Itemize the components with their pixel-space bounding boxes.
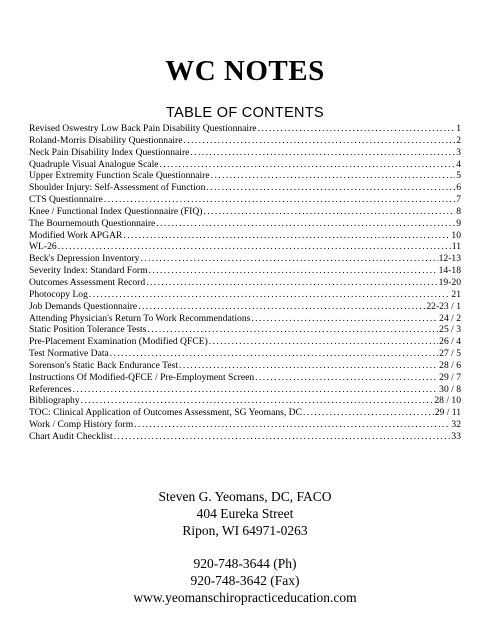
toc-entry-page: 2 [456, 134, 461, 146]
toc-entry-page: 8 [456, 205, 461, 217]
dot-leader [258, 123, 456, 135]
dot-leader [110, 348, 438, 360]
toc-entry [29, 159, 461, 171]
dot-leader [160, 159, 456, 171]
toc-entry-label: Static Position Tolerance Tests [29, 324, 147, 336]
toc-entry-label: The Bournemouth Questionnaire [29, 217, 156, 229]
toc-entry-page: 33 [451, 430, 461, 442]
toc-entry-label: Sorenson's Static Back Endurance Test [29, 359, 179, 371]
toc-entry-page: 25 / 3 [439, 324, 461, 336]
dot-leader [206, 182, 455, 194]
toc-entry-label: Revised Oswestry Low Back Pain Disability Questionnaire [29, 123, 257, 134]
toc-entry [29, 313, 461, 325]
toc-entry [29, 123, 461, 135]
toc-entry-label: Severity Index: Standard Form [29, 265, 148, 277]
toc-entry-label: Job Demands Questionnaire [29, 300, 138, 312]
toc-entry-label: Modified Work APGAR [29, 229, 123, 241]
toc-entry-page: 27 / 5 [439, 348, 461, 360]
dot-leader [190, 147, 455, 159]
dot-leader [140, 253, 437, 265]
dot-leader [114, 431, 451, 443]
toc-entry-page: 28 / 10 [434, 395, 461, 407]
toc-entry-label: Knee / Functional Index Questionnaire (FIQ) [29, 205, 203, 217]
toc-entry-label: Pre-Placement Examination (Modified QFCE) [29, 336, 208, 348]
dot-leader [251, 313, 438, 325]
toc-entry-page: 26 / 4 [439, 336, 461, 348]
dot-leader [146, 277, 437, 289]
toc-entry-label: Chart Audit Checklist [29, 430, 113, 442]
toc-entry [29, 230, 461, 242]
toc-entry-label: Shoulder Injury: Self-Assessment of Function [29, 182, 206, 194]
dot-leader [203, 206, 455, 218]
dot-leader [89, 289, 451, 301]
toc-entry [29, 348, 461, 360]
toc-entry-page: 1 [456, 123, 461, 134]
toc-entry [29, 336, 461, 348]
toc-entry-label: Roland-Morris Disability Questionnaire [29, 134, 183, 146]
dot-leader [147, 324, 438, 336]
toc-entry-page: 30 / 8 [439, 383, 461, 395]
toc-entry-page: 29 / 7 [439, 371, 461, 383]
dot-leader [179, 360, 438, 372]
toc-entry [29, 372, 461, 384]
fax-number: 920-748-3642 (Fax) [190, 573, 300, 588]
toc-entry [29, 324, 461, 336]
toc-entry [29, 395, 461, 407]
toc-entry-label: Test Normative Data [29, 348, 109, 360]
dot-leader [303, 407, 434, 419]
toc-entry [29, 384, 461, 396]
toc-entry-label: Outcomes Assessment Record [29, 276, 146, 288]
toc-entry-page: 22-23 / 1 [426, 300, 461, 312]
toc-entry-page: 10 [451, 229, 461, 241]
toc-entry-label: Photocopy Log [29, 288, 88, 300]
toc-heading: TABLE OF CONTENTS [166, 105, 324, 121]
table-of-contents [29, 123, 461, 443]
toc-entry [29, 289, 461, 301]
toc-entry [29, 301, 461, 313]
phone-number: 920-748-3644 (Ph) [193, 556, 297, 571]
toc-entry [29, 194, 461, 206]
author-name: Steven G. Yeomans, DC, FACO [158, 489, 332, 504]
dot-leader [211, 170, 456, 182]
toc-entry-page: 14-18 [438, 265, 461, 277]
dot-leader [149, 265, 438, 277]
toc-entry-page: 3 [456, 146, 461, 158]
toc-entry-label: WL-26 [29, 241, 57, 253]
toc-entry [29, 170, 461, 182]
spacer [0, 539, 490, 555]
toc-entry-label: TOC: Clinical Application of Outcomes Assessment, SG Yeomans, DC [29, 407, 302, 419]
toc-entry [29, 182, 461, 194]
toc-entry-label: CTS Questionnaire [29, 194, 103, 206]
toc-entry-page: 21 [451, 288, 461, 300]
toc-entry-page: 6 [456, 182, 461, 194]
toc-entry [29, 265, 461, 277]
toc-entry-page: 4 [456, 158, 461, 170]
toc-entry-page: 29 / 11 [434, 407, 461, 419]
toc-entry [29, 147, 461, 159]
dot-leader [81, 395, 434, 407]
toc-entry [29, 253, 461, 265]
website-url: www.yeomanschiropracticeducation.com [133, 590, 357, 605]
toc-entry-label: Beck's Depression Inventory [29, 253, 140, 265]
city-state-zip: Ripon, WI 64971-0263 [182, 523, 308, 538]
dot-leader [134, 419, 450, 431]
toc-entry-page: 7 [456, 194, 461, 206]
toc-entry-page: 5 [456, 170, 461, 182]
dot-leader [123, 230, 450, 242]
toc-entry-label: Attending Physician's Return To Work Recommendations [29, 312, 251, 324]
dot-leader [183, 135, 455, 147]
toc-entry [29, 419, 461, 431]
toc-entry-page: 19-20 [438, 276, 461, 288]
toc-entry-label: Bibliography [29, 395, 80, 407]
toc-entry [29, 241, 461, 253]
toc-entry-page: 28 / 6 [439, 359, 461, 371]
toc-entry [29, 407, 461, 419]
document-title: WC NOTES [165, 55, 325, 87]
dot-leader [138, 301, 425, 313]
toc-entry [29, 135, 461, 147]
toc-entry-page: 12-13 [438, 253, 461, 265]
toc-entry [29, 360, 461, 372]
contact-block [0, 488, 490, 606]
dot-leader [73, 384, 439, 396]
dot-leader [209, 336, 438, 348]
toc-entry-page: 9 [456, 217, 461, 229]
toc-entry-label: Work / Comp History form [29, 419, 134, 431]
toc-entry-label: Instructions Of Modified-QFCE / Pre-Employment Screen [29, 371, 255, 383]
toc-entry-label: Upper Extremity Function Scale Questionnaire [29, 170, 210, 182]
toc-entry [29, 218, 461, 230]
toc-entry-label: Quadruple Visual Analogue Scale [29, 158, 159, 170]
toc-entry-page: 32 [451, 419, 461, 431]
toc-entry [29, 277, 461, 289]
toc-entry-label: References [29, 383, 72, 395]
toc-entry-page: 24 / 2 [439, 312, 461, 324]
toc-entry [29, 431, 461, 443]
dot-leader [255, 372, 438, 384]
dot-leader [156, 218, 455, 230]
toc-entry-page: 11 [451, 241, 461, 253]
dot-leader [58, 241, 451, 253]
dot-leader [104, 194, 455, 206]
street-address: 404 Eureka Street [196, 506, 294, 521]
toc-entry [29, 206, 461, 218]
toc-entry-label: Neck Pain Disability Index Questionnaire [29, 146, 190, 158]
